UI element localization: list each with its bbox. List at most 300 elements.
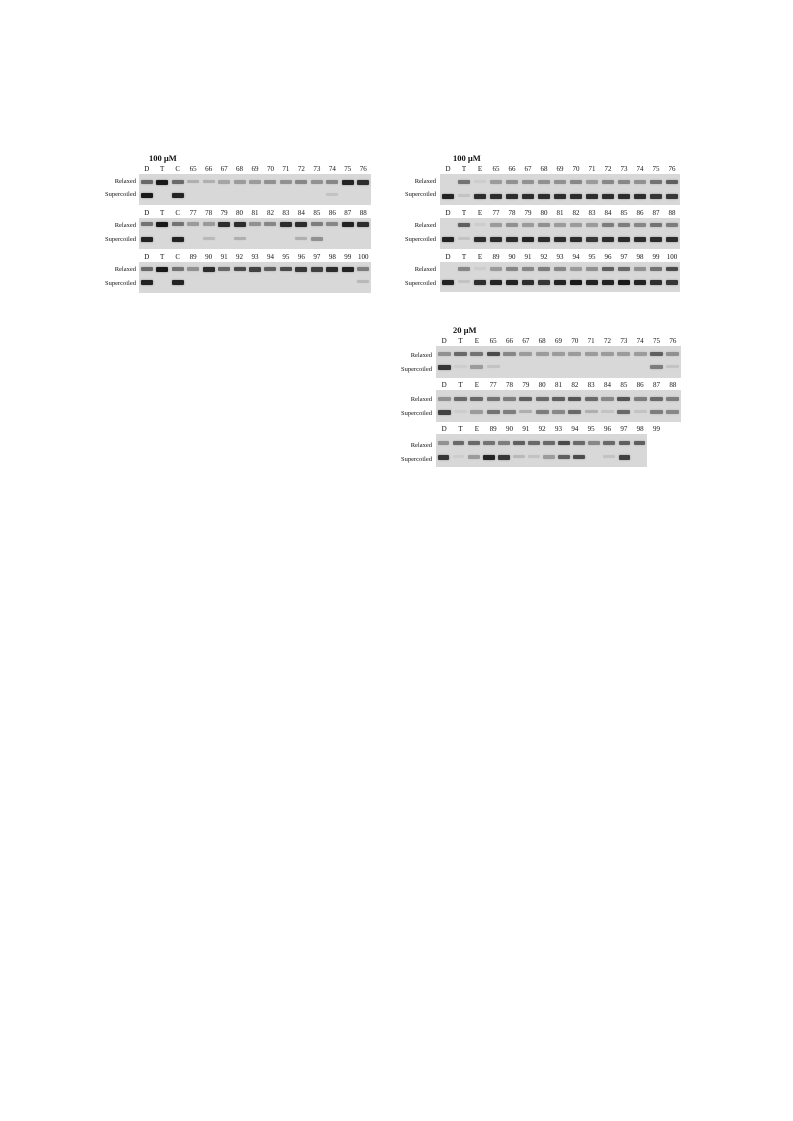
supercoiled-label: Supercoiled	[400, 410, 432, 417]
lane-label: 79	[220, 209, 228, 217]
lane-label: 71	[282, 165, 290, 173]
relaxed-band	[666, 223, 678, 227]
supercoiled-band	[536, 410, 549, 414]
relaxed-band	[454, 397, 467, 401]
supercoiled-band	[666, 237, 678, 242]
relaxed-band	[438, 441, 450, 445]
lane-label: 96	[297, 253, 305, 261]
supercoiled-band	[538, 194, 550, 199]
panel-title: 100 µM	[149, 153, 177, 163]
lane-label: 87	[653, 381, 660, 389]
supercoiled-band	[634, 194, 646, 199]
supercoiled-band	[141, 237, 153, 242]
relaxed-band	[311, 180, 323, 184]
lane-label: 76	[359, 165, 367, 173]
supercoiled-label: Supercoiled	[104, 191, 136, 198]
supercoiled-band	[586, 280, 598, 285]
relaxed-band	[311, 222, 323, 226]
relaxed-band	[538, 267, 550, 271]
supercoiled-band	[490, 194, 502, 199]
relaxed-band	[249, 267, 261, 272]
lane-label: T	[160, 165, 165, 173]
relaxed-band	[503, 397, 516, 401]
lane-label: 77	[492, 209, 500, 217]
lane-label: 74	[636, 165, 644, 173]
relaxed-band	[554, 267, 566, 271]
lane-label: E	[477, 209, 483, 217]
relaxed-label: Relaxed	[414, 266, 436, 273]
relaxed-band	[650, 267, 662, 271]
relaxed-band	[552, 352, 565, 356]
relaxed-label: Relaxed	[410, 396, 432, 403]
relaxed-band	[558, 441, 570, 445]
relaxed-band	[506, 223, 518, 227]
relaxed-band	[187, 267, 199, 271]
lane-label: 89	[189, 253, 197, 261]
relaxed-band	[634, 223, 646, 227]
relaxed-band	[487, 352, 500, 356]
supercoiled-band	[618, 280, 630, 285]
lane-label: D	[144, 165, 150, 173]
lane-label: D	[441, 425, 447, 433]
lane-label: 66	[508, 165, 516, 173]
relaxed-band	[522, 267, 534, 271]
relaxed-band	[602, 267, 614, 271]
supercoiled-band	[141, 280, 153, 285]
lane-label: 88	[359, 209, 367, 217]
relaxed-band	[280, 267, 292, 271]
relaxed-band	[438, 397, 451, 401]
supercoiled-band	[470, 365, 483, 369]
supercoiled-band	[602, 237, 614, 242]
lane-label: 98	[636, 425, 644, 433]
supercoiled-band	[538, 280, 550, 285]
relaxed-band	[357, 222, 369, 227]
lane-label: 90	[506, 425, 513, 433]
supercoiled-band	[487, 410, 500, 414]
relaxed-band	[453, 441, 465, 445]
relaxed-band	[357, 180, 369, 185]
lane-label: 95	[587, 425, 595, 433]
lane-label: 89	[489, 425, 497, 433]
lane-label: 93	[555, 425, 562, 433]
supercoiled-band	[585, 410, 598, 413]
lane-label: 82	[571, 381, 579, 389]
relaxed-band	[141, 222, 153, 226]
lane-label: 92	[538, 425, 546, 433]
relaxed-band	[617, 397, 630, 401]
lane-label: 99	[653, 425, 660, 433]
relaxed-band	[618, 267, 630, 271]
lane-label: 69	[556, 165, 564, 173]
lane-label: 87	[344, 209, 352, 217]
lane-label: 83	[587, 381, 595, 389]
supercoiled-band	[666, 410, 679, 414]
relaxed-band	[234, 180, 246, 184]
supercoiled-band	[311, 237, 323, 241]
relaxed-band	[586, 223, 598, 227]
relaxed-band	[650, 223, 662, 227]
lane-label: 88	[669, 381, 677, 389]
relaxed-band	[342, 222, 354, 227]
relaxed-band	[470, 352, 483, 356]
relaxed-band	[619, 441, 631, 445]
lane-label: 86	[328, 209, 336, 217]
supercoiled-label: Supercoiled	[400, 456, 432, 463]
supercoiled-band	[602, 280, 614, 285]
relaxed-band	[490, 223, 502, 227]
lane-label: 91	[220, 253, 228, 261]
gel-image	[440, 262, 680, 292]
supercoiled-band	[234, 237, 246, 240]
lane-label: 86	[636, 381, 644, 389]
relaxed-band	[617, 352, 630, 356]
relaxed-band	[342, 180, 354, 185]
relaxed-band	[602, 180, 614, 184]
panel-title: 100 µM	[453, 153, 481, 163]
relaxed-band	[187, 180, 199, 183]
lane-label: 78	[205, 209, 213, 217]
relaxed-band	[618, 223, 630, 227]
supercoiled-band	[586, 237, 598, 242]
relaxed-band	[187, 222, 199, 226]
supercoiled-band	[442, 237, 454, 242]
relaxed-band	[218, 222, 230, 227]
panel-title: 20 µM	[453, 325, 477, 335]
lane-label: 90	[508, 253, 516, 261]
lane-label: 77	[489, 381, 497, 389]
relaxed-band	[650, 352, 663, 356]
supercoiled-band	[543, 455, 555, 459]
lane-label: 95	[282, 253, 290, 261]
lane-label: 80	[540, 209, 548, 217]
lane-label: 81	[251, 209, 259, 217]
lane-label: 69	[251, 165, 259, 173]
lane-label: T	[458, 381, 463, 389]
supercoiled-band	[503, 410, 516, 414]
supercoiled-band	[554, 237, 566, 242]
supercoiled-band	[470, 410, 483, 414]
supercoiled-band	[438, 365, 451, 370]
relaxed-band	[172, 267, 184, 271]
supercoiled-band	[490, 280, 502, 285]
lane-label: 93	[556, 253, 564, 261]
supercoiled-band	[570, 237, 582, 242]
relaxed-band	[280, 222, 292, 227]
relaxed-band	[474, 180, 486, 183]
relaxed-band	[585, 397, 598, 401]
relaxed-band	[458, 180, 470, 184]
lane-label: D	[445, 209, 451, 217]
lane-label: 73	[313, 165, 321, 173]
supercoiled-band	[522, 280, 534, 285]
relaxed-band	[280, 180, 292, 184]
lane-label: 65	[489, 337, 497, 345]
gel-image	[139, 174, 371, 205]
lane-label: 77	[189, 209, 197, 217]
relaxed-band	[203, 180, 215, 183]
supercoiled-band	[554, 194, 566, 199]
relaxed-band	[634, 267, 646, 271]
supercoiled-band	[458, 194, 470, 197]
lane-label: 76	[668, 165, 676, 173]
lane-label: 96	[604, 253, 612, 261]
gel-image	[440, 218, 680, 249]
lane-label: 85	[313, 209, 321, 217]
lane-label: 74	[328, 165, 336, 173]
relaxed-band	[295, 267, 307, 272]
relaxed-band	[249, 180, 261, 184]
relaxed-band	[602, 223, 614, 227]
supercoiled-band	[453, 455, 465, 458]
relaxed-band	[618, 180, 630, 184]
lane-label: 95	[588, 253, 596, 261]
supercoiled-label: Supercoiled	[404, 236, 436, 243]
relaxed-band	[141, 180, 153, 184]
relaxed-band	[666, 352, 679, 356]
supercoiled-band	[617, 410, 630, 414]
supercoiled-band	[483, 455, 495, 460]
lane-label: 73	[620, 165, 628, 173]
lane-label: 71	[587, 337, 595, 345]
lane-label: 81	[555, 381, 562, 389]
lane-label: 86	[636, 209, 644, 217]
relaxed-band	[513, 441, 525, 445]
gel-image	[436, 346, 681, 378]
relaxed-band	[573, 441, 585, 445]
relaxed-band	[156, 267, 168, 272]
relaxed-band	[264, 267, 276, 271]
supercoiled-band	[603, 455, 615, 458]
supercoiled-band	[474, 194, 486, 199]
supercoiled-band	[634, 410, 647, 413]
relaxed-band	[522, 180, 534, 184]
supercoiled-band	[573, 455, 585, 459]
relaxed-label: Relaxed	[114, 266, 136, 273]
lane-label: C	[175, 253, 180, 261]
relaxed-band	[570, 267, 582, 271]
supercoiled-band	[570, 194, 582, 199]
lane-label: 90	[205, 253, 213, 261]
lane-label: 83	[282, 209, 290, 217]
lane-label: D	[144, 209, 150, 217]
supercoiled-band	[666, 280, 678, 285]
supercoiled-band	[506, 280, 518, 285]
relaxed-band	[470, 397, 483, 401]
relaxed-band	[468, 441, 480, 445]
lane-label: 75	[653, 337, 660, 345]
lane-label: D	[441, 337, 447, 345]
supercoiled-band	[506, 237, 518, 242]
lane-label: 94	[266, 253, 274, 261]
lane-label: D	[144, 253, 150, 261]
supercoiled-band	[474, 237, 486, 242]
supercoiled-band	[601, 410, 614, 413]
relaxed-band	[295, 222, 307, 227]
lane-label: 70	[572, 165, 580, 173]
relaxed-band	[601, 397, 614, 401]
relaxed-label: Relaxed	[414, 222, 436, 229]
relaxed-band	[570, 180, 582, 184]
supercoiled-band	[203, 237, 215, 240]
relaxed-band	[458, 267, 470, 271]
lane-label: 82	[572, 209, 580, 217]
supercoiled-band	[650, 365, 663, 369]
supercoiled-band	[506, 194, 518, 199]
lane-label: T	[461, 209, 467, 217]
supercoiled-band	[295, 237, 307, 240]
lane-label: 67	[220, 165, 228, 173]
relaxed-band	[234, 222, 246, 227]
lane-label: E	[477, 253, 483, 261]
relaxed-band	[203, 267, 215, 272]
relaxed-band	[218, 267, 230, 271]
relaxed-label: Relaxed	[414, 178, 436, 185]
relaxed-band	[528, 441, 540, 445]
lane-label: 66	[506, 337, 513, 345]
lane-label: C	[175, 209, 180, 217]
supercoiled-band	[619, 455, 631, 460]
lane-label: 85	[620, 381, 628, 389]
supercoiled-band	[454, 365, 467, 368]
supercoiled-label: Supercoiled	[104, 236, 136, 243]
supercoiled-band	[552, 410, 565, 414]
supercoiled-band	[666, 194, 678, 199]
relaxed-band	[519, 352, 532, 356]
relaxed-band	[490, 267, 502, 271]
supercoiled-band	[326, 193, 338, 196]
relaxed-label: Relaxed	[410, 442, 432, 449]
relaxed-band	[536, 397, 549, 401]
lane-label: T	[160, 253, 165, 261]
lane-label: E	[474, 425, 479, 433]
lane-label: 72	[297, 165, 305, 173]
supercoiled-label: Supercoiled	[400, 366, 432, 373]
lane-label: 72	[604, 337, 611, 345]
relaxed-band	[342, 267, 354, 272]
relaxed-band	[601, 352, 614, 356]
relaxed-band	[141, 267, 153, 271]
lane-label: 94	[572, 253, 580, 261]
relaxed-label: Relaxed	[114, 178, 136, 185]
lane-label: E	[477, 165, 483, 173]
lane-label: D	[441, 381, 447, 389]
lane-label: 68	[538, 337, 546, 345]
relaxed-band	[586, 180, 598, 184]
relaxed-band	[554, 180, 566, 184]
lane-label: 72	[604, 165, 612, 173]
lane-label: 83	[588, 209, 596, 217]
lane-label: 98	[328, 253, 336, 261]
gel-image	[436, 390, 681, 422]
relaxed-band	[538, 223, 550, 227]
supercoiled-band	[570, 280, 582, 285]
relaxed-band	[474, 223, 486, 226]
lane-label: 65	[492, 165, 500, 173]
relaxed-label: Relaxed	[114, 222, 136, 229]
supercoiled-label: Supercoiled	[404, 280, 436, 287]
lane-label: 71	[588, 165, 596, 173]
supercoiled-band	[458, 237, 470, 240]
supercoiled-band	[650, 237, 662, 242]
supercoiled-band	[357, 280, 369, 283]
relaxed-band	[490, 180, 502, 184]
relaxed-band	[156, 180, 168, 185]
gel-image	[139, 218, 371, 249]
lane-label: 97	[313, 253, 321, 261]
relaxed-band	[552, 397, 565, 401]
lane-label: 69	[555, 337, 562, 345]
lane-label: 87	[652, 209, 660, 217]
lane-label: 73	[620, 337, 628, 345]
supercoiled-band	[498, 455, 510, 460]
supercoiled-band	[522, 194, 534, 199]
relaxed-band	[326, 222, 338, 226]
supercoiled-band	[519, 410, 532, 413]
relaxed-label: Relaxed	[410, 352, 432, 359]
lane-label: C	[175, 165, 180, 173]
lane-label: 91	[524, 253, 532, 261]
relaxed-band	[474, 267, 486, 270]
supercoiled-band	[141, 193, 153, 198]
supercoiled-band	[442, 194, 454, 199]
supercoiled-band	[172, 280, 184, 285]
relaxed-band	[326, 267, 338, 272]
relaxed-band	[234, 267, 246, 271]
lane-label: 100	[358, 253, 369, 261]
lane-label: 67	[522, 337, 530, 345]
relaxed-band	[311, 267, 323, 272]
lane-label: E	[474, 337, 479, 345]
relaxed-band	[506, 180, 518, 184]
supercoiled-band	[650, 280, 662, 285]
lane-label: 79	[524, 209, 532, 217]
relaxed-band	[634, 352, 647, 356]
lane-label: 70	[266, 165, 274, 173]
relaxed-band	[634, 180, 646, 184]
relaxed-band	[458, 223, 470, 227]
relaxed-band	[503, 352, 516, 356]
lane-label: D	[445, 165, 451, 173]
relaxed-band	[172, 180, 184, 184]
relaxed-band	[585, 352, 598, 356]
lane-label: 79	[522, 381, 530, 389]
supercoiled-band	[538, 237, 550, 242]
supercoiled-label: Supercoiled	[404, 191, 436, 198]
lane-label: T	[458, 425, 463, 433]
relaxed-band	[522, 223, 534, 227]
relaxed-band	[586, 267, 598, 271]
lane-label: 100	[666, 253, 678, 261]
relaxed-band	[634, 397, 647, 401]
lane-label: 68	[236, 165, 244, 173]
supercoiled-band	[650, 410, 663, 414]
relaxed-band	[498, 441, 510, 445]
relaxed-band	[666, 267, 678, 271]
lane-label: T	[461, 253, 467, 261]
relaxed-band	[538, 180, 550, 184]
relaxed-band	[203, 222, 215, 226]
lane-label: 75	[652, 165, 660, 173]
supercoiled-band	[634, 237, 646, 242]
lane-label: 84	[604, 381, 611, 389]
relaxed-band	[487, 397, 500, 401]
gel-image	[436, 434, 647, 467]
relaxed-band	[506, 267, 518, 271]
lane-label: 85	[620, 209, 628, 217]
supercoiled-band	[554, 280, 566, 285]
lane-label: 91	[522, 425, 530, 433]
